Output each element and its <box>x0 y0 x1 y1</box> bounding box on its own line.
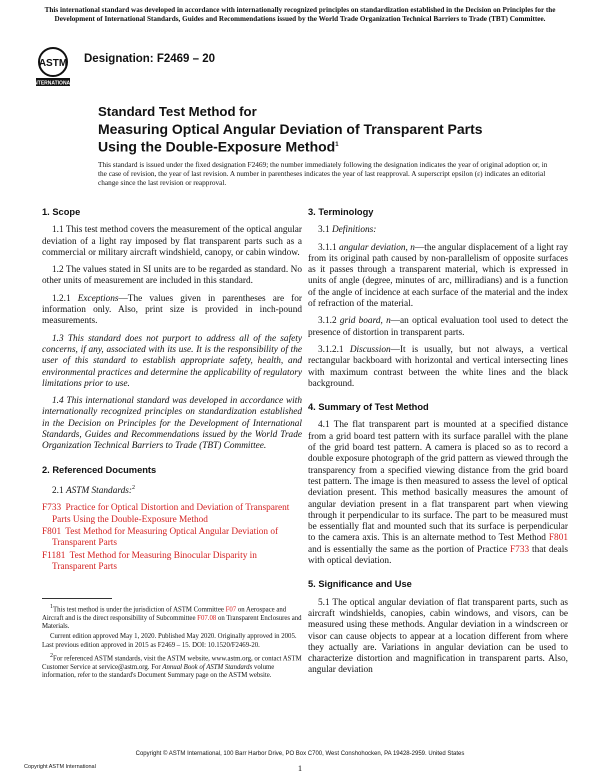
footnote-1-edition: Current edition approved May 1, 2020. Published May 2020. Originally approved in 2005. Last previous edition approved in 2015 as F2469 – 15. DOI: 10.1520/F2469-20. <box>42 633 297 649</box>
standard-note: This standard is issued under the fixed designation F2469; the number immediately following the designation indicates the year of original adoption or, in the case of revision, the year of last revision. A number in parentheses indicates the year of last reapproval. A superscript epsilon (ε) indicates an editorial change since the last revision or reapproval. <box>98 160 548 188</box>
scope-1-3: 1.3 This standard does not purport to address all of the safety concerns, if any, associated with its use. It is the responsibility of the user of this standard to establish appropriate safety, health, and environmental practices and determine the applicability of regulatory limitations prior to use. <box>42 333 302 389</box>
summary-link-f801[interactable]: F801 <box>548 533 568 544</box>
reference-link-f1181[interactable]: F1181 <box>42 550 66 561</box>
title-line2: Measuring Optical Angular Deviation of Transparent Parts <box>98 120 483 137</box>
terminology-3-1-2: 3.1.2 grid board, n—an optical evaluation tool used to detect the presence of distortion in transparent parts. <box>308 316 568 338</box>
svg-text:INTERNATIONAL: INTERNATIONAL <box>32 80 74 87</box>
title-footnote-mark: 1 <box>335 142 339 148</box>
footnote-link-f0708[interactable]: F07.08 <box>197 614 217 622</box>
referenced-heading: 2. Referenced Documents <box>42 464 157 475</box>
left-column <box>42 207 302 574</box>
significance-heading: 5. Significance and Use <box>308 579 412 590</box>
scope-1-1: 1.1 This test method covers the measurement of the optical angular deviation of a light ray imposed by flat transparent parts such as a commercial or military aircraft windshield, canopy, or cabin window. <box>42 225 302 258</box>
scope-1-4: 1.4 This international standard was developed in accordance with internationally recognized principles on standardization established in the Decision on Principles for the Development of International Standards, Guides and Recommendations issued by the World Trade Organization Technical Barriers to Trade (TBT) Committee. <box>42 396 302 452</box>
terminology-3-1: 3.1 Definitions: <box>318 225 377 236</box>
footnotes <box>42 598 302 683</box>
footnote-link-f07[interactable]: F07 <box>225 606 237 614</box>
referenced-intro: 2.1 ASTM Standards:$^2$ <box>52 484 135 497</box>
footnote-1: $^1$This test method is under the jurisdiction of ASTM Committee F07 on Aerospace and Aircraft and is the direct responsibility of Subcommittee F07.08 on Transparent Enclosures and Materials. <box>42 604 302 631</box>
summary-4-1: 4.1 The flat transparent part is mounted at a specified distance from a grid board test pattern with its surface parallel with the plane of the grid board test pattern. A camera is placed so as to record a double exposure photograph of the grid pattern as viewed through the transparency from a specified viewing distance from the grid board test pattern. The image is then measured to assess the level of optical deviation present. This method basically measures the amount of angular deviation present in a flat transparent part when viewing through it perpendicular to its surface. The part to be measured must be essentially flat and mounted such that its surface is perpendicular to the camera axis. This is an alternate method to Test Method F801 and is essentially the same as the portion of Practice F733 that deals with optical deviation. <box>308 420 568 567</box>
title-line1: Standard Test Method for <box>98 104 257 119</box>
page-number: 1 <box>297 763 303 773</box>
summary-heading: 4. Summary of Test Method <box>308 402 429 413</box>
document-title <box>98 104 538 155</box>
reference-link-f733[interactable]: F733 <box>42 503 62 514</box>
footnote-rule <box>42 598 112 599</box>
reference-item: F733 Practice for Optical Distortion and Deviation of Transparent Parts Using the Double-Exposure Method <box>42 503 290 525</box>
terminology-3-1-2-1: 3.1.2.1 Discussion—It is usually, but not always, a vertical rectangular backboard with horizontal and vertical intersecting lines with maximum contrast between the white lines and the black background. <box>308 344 569 389</box>
designation-code: F2469 – 20 <box>156 53 216 65</box>
scope-1-2: 1.2 The values stated in SI units are to be regarded as standard. No other units of measurement are included in this standard. <box>42 265 302 287</box>
scope-1-2-1: 1.2.1 Exceptions—The values given in parentheses are for information only. Also, print size is provided in inch-pound measurements. <box>42 293 303 327</box>
terminology-3-1-1: 3.1.1 angular deviation, n—the angular displacement of a light ray from its original path caused by non-parallelism of opposite surfaces as it passes through a transparent material, which is expressed in units of angle (degree, minutes of arc, milliradians) and is a function of the angle of incidence at each surface of the material and the index of refraction of the material. <box>308 242 568 310</box>
title-line3: Using the Double-Exposure Method$^1$ <box>98 138 339 155</box>
significance-5-1: 5.1 The optical angular deviation of flat transparent parts, such as aircraft windshields, canopies, cabin windows, and visors, can be measured using these methods. Angular deviation in a windscreen or visor can cause objects to appear at a location different from where they actually are. Variations in angular deviation can be used to characterize distortion and magnification in transparent parts. Also, angular deviation <box>308 597 568 676</box>
right-column <box>308 207 568 683</box>
designation-label: Designation: <box>84 53 154 65</box>
licensed-footer: Copyright ASTM International <box>24 764 96 770</box>
copyright-footer: Copyright © ASTM International, 100 Barr Harbor Drive, PO Box C700, West Conshohocken, PA 19428-2959. United States <box>135 751 465 757</box>
designation <box>84 53 215 65</box>
reference-item: F801 Test Method for Measuring Optical Angular Deviation of Transparent Parts <box>42 526 279 549</box>
svg-text:ASTM: ASTM <box>38 58 68 69</box>
reference-link-f801[interactable]: F801 <box>42 526 62 537</box>
top-notice: This international standard was developed in accordance with internationally recognized principles on standardization established in the Decision on Principles for the Development of International Standards, Guides and Recommendations issued by the World Trade Organization Technical Barriers to Trade (TBT) Committee. <box>44 6 556 23</box>
reference-item: F1181 Test Method for Measuring Binocular Disparity in Transparent Parts <box>42 550 257 572</box>
terminology-heading: 3. Terminology <box>308 207 374 217</box>
summary-link-f733[interactable]: F733 <box>510 544 530 555</box>
astm-logo-icon <box>32 44 74 88</box>
footnote-2: $^2$For referenced ASTM standards, visit the ASTM website, www.astm.org, or contact ASTM Customer Service at service@astm.org. For Annual Book of ASTM Standards volume information, refer to the standard's Document Summary page on the ASTM website. <box>42 653 302 680</box>
scope-heading: 1. Scope <box>42 207 81 217</box>
